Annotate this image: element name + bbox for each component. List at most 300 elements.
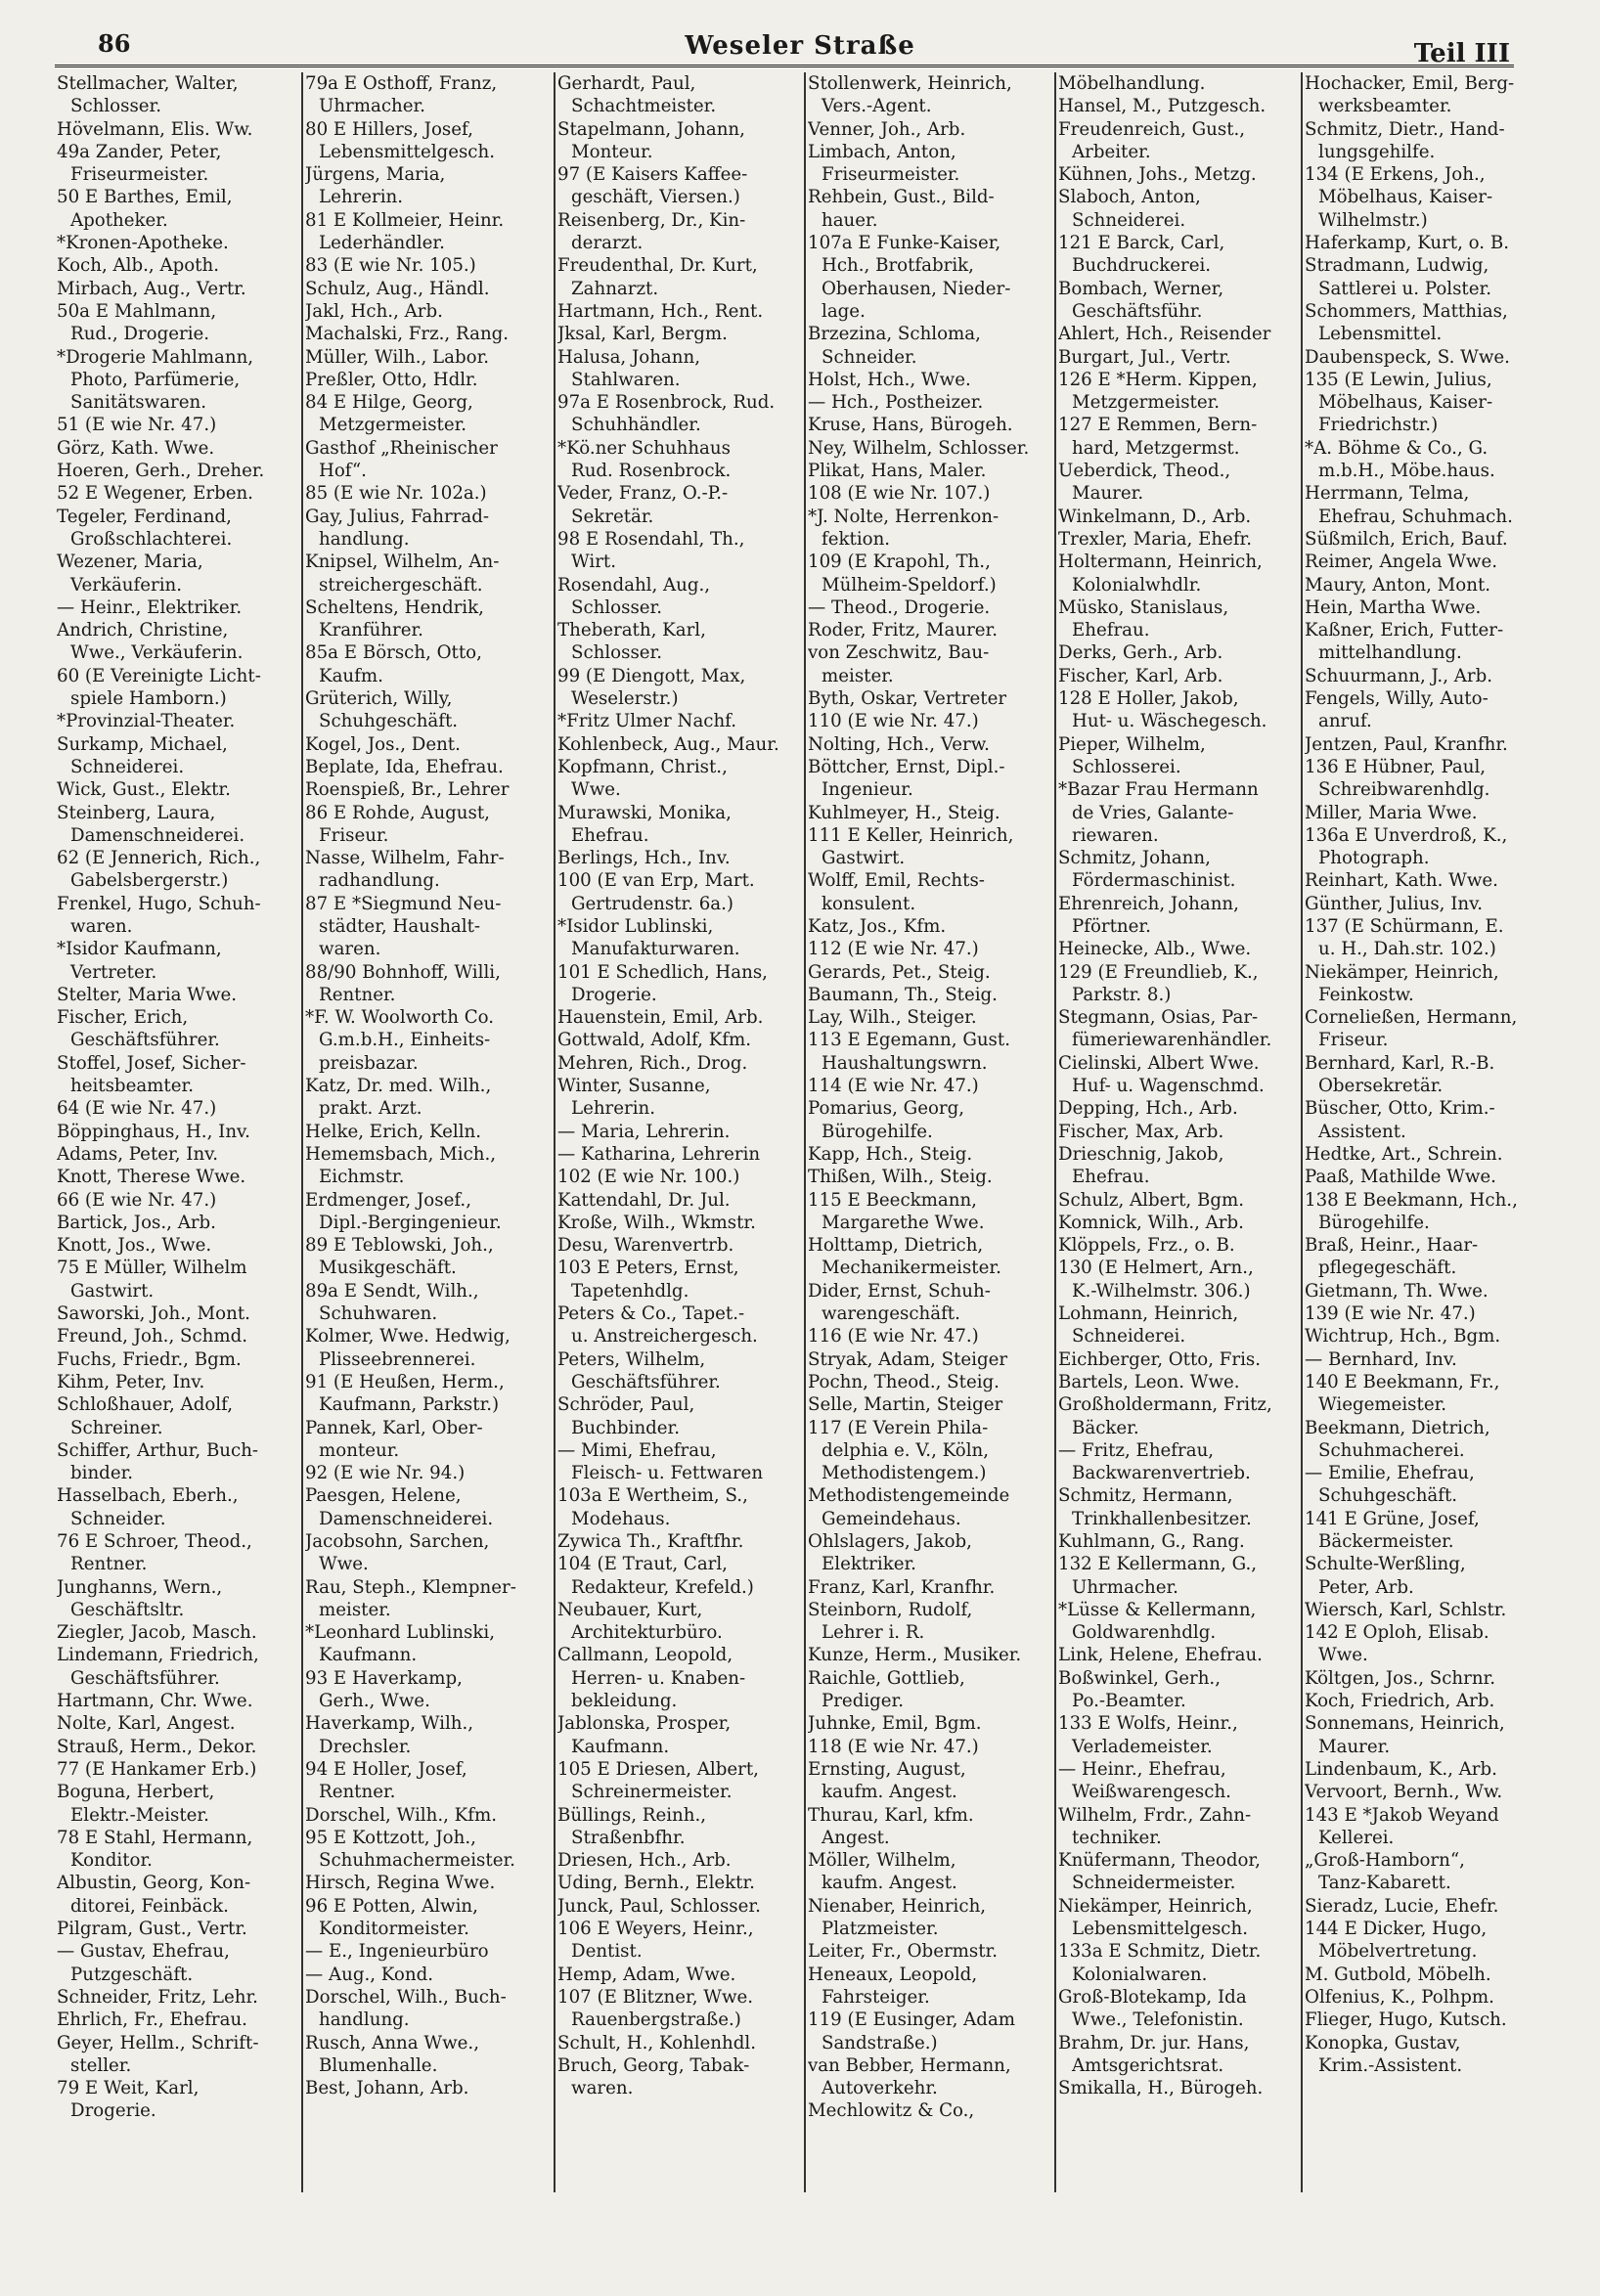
entry-line: Veder, Franz, O.-P.- — [557, 483, 729, 505]
entry-line: Brahm, Dr. jur. Hans, — [1058, 2032, 1250, 2053]
entry-line: 110 (E wie Nr. 47.) — [808, 711, 979, 732]
entry-line: Ahlert, Hch., Reisender — [1058, 324, 1271, 345]
entry-line: Büllings, Reinh., — [557, 1804, 707, 1826]
entry-continuation: Friseurmeister. — [822, 164, 960, 186]
column-divider — [1301, 72, 1303, 2192]
entry-line: Beekmann, Dietrich, — [1305, 1417, 1490, 1438]
entry-line: Kopfmann, Christ., — [557, 756, 728, 777]
entry-line: Klöppels, Frz., o. B. — [1058, 1235, 1235, 1257]
entry-line: Plikat, Hans, Maler. — [808, 461, 987, 482]
entry-line: 52 E Wegener, Erben. — [57, 483, 253, 505]
entry-line: Surkamp, Michael, — [57, 733, 228, 755]
entry-line: 112 (E wie Nr. 47.) — [808, 939, 979, 960]
entry-continuation: Schneiderei. — [1072, 1326, 1186, 1347]
entry-continuation: Zahnarzt. — [571, 278, 659, 299]
entry-continuation: konsulent. — [822, 893, 916, 914]
entry-line: 136a E Unverdroß, K., — [1305, 824, 1508, 846]
entry-continuation: lage. — [822, 300, 866, 322]
entry-line: 98 E Rosendahl, Th., — [557, 528, 745, 550]
entry-continuation: Möbelvertretung. — [1318, 1941, 1478, 1963]
entry-continuation: Methodistengem.) — [822, 1463, 987, 1484]
entry-continuation: Arbeiter. — [1072, 141, 1151, 162]
entry-line: Thißen, Wilh., Steig. — [808, 1167, 993, 1188]
entry-continuation: Großschlachterei. — [70, 528, 233, 550]
entry-continuation: Gerh., Wwe. — [319, 1691, 430, 1712]
entry-line: Winter, Susanne, — [557, 1076, 711, 1097]
entry-line: Ziegler, Jacob, Masch. — [57, 1622, 257, 1644]
entry-continuation: waren. — [319, 939, 381, 960]
entry-line: Jürgens, Maria, — [305, 164, 446, 186]
entry-line: Preßler, Otto, Hdlr. — [305, 369, 478, 390]
entry-line: Albustin, Georg, Kon- — [57, 1873, 251, 1894]
entry-continuation: Dentist. — [571, 1941, 643, 1963]
entry-line: Corneließen, Hermann, — [1305, 1007, 1518, 1029]
entry-continuation: u. H., Dah.str. 102.) — [1318, 939, 1496, 960]
entry-continuation: prakt. Arzt. — [319, 1098, 422, 1120]
entry-continuation: Assistent. — [1318, 1121, 1406, 1142]
entry-line: Gietmann, Th. Wwe. — [1305, 1280, 1489, 1302]
entry-continuation: hard, Metzgermst. — [1072, 437, 1240, 459]
entry-continuation: Weselerstr.) — [571, 688, 679, 710]
entry-line: Freund, Joh., Schmd. — [57, 1326, 248, 1347]
entry-line: Költgen, Jos., Schrnr. — [1305, 1667, 1496, 1689]
entry-line: 105 E Driesen, Albert, — [557, 1758, 759, 1780]
entry-line: — Gustav, Ehefrau, — [57, 1941, 230, 1963]
entry-continuation: Gastwirt. — [822, 848, 906, 869]
entry-line: Bombach, Werner, — [1058, 278, 1224, 299]
entry-line: 132 E Kellermann, G., — [1058, 1554, 1258, 1575]
entry-line: Brzezina, Schloma, — [808, 324, 981, 345]
entry-line: Venner, Joh., Arb. — [808, 118, 966, 140]
entry-continuation: Lederhändler. — [319, 233, 445, 254]
entry-line: Wiersch, Karl, Schlstr. — [1305, 1599, 1507, 1620]
entry-line: Hememsbach, Mich., — [305, 1143, 497, 1165]
entry-continuation: Schlosser. — [571, 596, 663, 618]
entry-continuation: handlung. — [319, 2009, 410, 2031]
entry-line: Lohmann, Heinrich, — [1058, 1303, 1239, 1325]
entry-line: Mechlowitz & Co., — [808, 2100, 975, 2122]
entry-continuation: Möbelhaus, Kaiser- — [1318, 392, 1493, 414]
entry-line: 81 E Kollmeier, Heinr. — [305, 209, 505, 231]
entry-line: Limbach, Anton, — [808, 141, 956, 162]
entry-line: Jablonska, Prosper, — [557, 1713, 732, 1735]
entry-continuation: Wwe., Telefonistin. — [1072, 2009, 1244, 2031]
entry-line: Günther, Julius, Inv. — [1305, 893, 1484, 914]
entry-continuation: waren. — [571, 2078, 634, 2099]
entry-line: 102 (E wie Nr. 100.) — [557, 1167, 740, 1188]
entry-line: Katz, Jos., Kfm. — [808, 915, 947, 937]
entry-line: Peters, Wilhelm, — [557, 1348, 706, 1370]
entry-line: *Kronen-Apotheke. — [57, 233, 229, 254]
entry-continuation: Schlosser. — [70, 96, 162, 117]
entry-continuation: fektion. — [822, 528, 891, 550]
entry-line: Franz, Karl, Kranfhr. — [808, 1576, 996, 1598]
entry-line: Link, Helene, Ehefrau. — [1058, 1645, 1263, 1666]
entry-line: 86 E Rohde, August, — [305, 802, 490, 823]
entry-line: 85a E Börsch, Otto, — [305, 642, 482, 664]
entry-continuation: Hch., Brotfabrik, — [822, 255, 974, 277]
entry-continuation: Photograph. — [1318, 848, 1430, 869]
entry-continuation: Wwe. — [1318, 1645, 1368, 1666]
entry-line: Hansel, M., Putzgesch. — [1058, 96, 1267, 117]
entry-continuation: Rentner. — [319, 1782, 396, 1803]
entry-line: 135 (E Lewin, Julius, — [1305, 369, 1492, 390]
entry-line: Theberath, Karl, — [557, 620, 706, 641]
entry-line: 138 E Beekmann, Hch., — [1305, 1189, 1518, 1211]
entry-line: Müller, Wilh., Labor. — [305, 346, 490, 368]
entry-line: Fischer, Karl, Arb. — [1058, 665, 1223, 686]
entry-line: 141 E Grüne, Josef, — [1305, 1508, 1480, 1529]
entry-continuation: Redakteur, Krefeld.) — [571, 1576, 754, 1598]
entry-continuation: Pförtner. — [1072, 915, 1151, 937]
entry-line: 116 (E wie Nr. 47.) — [808, 1326, 979, 1347]
column-divider — [301, 72, 303, 2192]
entry-line: — Emilie, Ehefrau, — [1305, 1463, 1475, 1484]
entry-line: 115 E Beeckmann, — [808, 1189, 977, 1211]
entry-line: Kuhlmann, G., Rang. — [1058, 1531, 1245, 1552]
entry-line: Hauenstein, Emil, Arb. — [557, 1007, 764, 1029]
column-5 — [1058, 72, 1311, 2099]
entry-line: 50 E Barthes, Emil, — [57, 187, 233, 208]
entry-line: 89 E Teblowski, Joh., — [305, 1235, 494, 1257]
entry-continuation: delphia e. V., Köln, — [822, 1439, 990, 1461]
entry-continuation: Sanitätswaren. — [70, 392, 206, 414]
entry-continuation: Musikgeschäft. — [319, 1258, 457, 1279]
entry-line: Schuurmann, J., Arb. — [1305, 665, 1493, 686]
entry-line: 75 E Müller, Wilhelm — [57, 1258, 247, 1279]
entry-line: von Zeschwitz, Bau- — [808, 642, 990, 664]
entry-line: Pilgram, Gust., Vertr. — [57, 1919, 247, 1940]
entry-continuation: Angest. — [822, 1827, 890, 1848]
entry-continuation: Rud. Rosenbrock. — [571, 461, 732, 482]
entry-continuation: Peter, Arb. — [1318, 1576, 1414, 1598]
entry-continuation: Geschäftsführer. — [70, 1030, 220, 1051]
entry-line: 109 (E Krapohl, Th., — [808, 552, 991, 573]
entry-continuation: techniker. — [1072, 1827, 1162, 1848]
entry-continuation: Fördermaschinist. — [1072, 870, 1236, 892]
entry-line: Knipsel, Wilhelm, An- — [305, 552, 500, 573]
entry-line: Jakl, Hch., Arb. — [305, 300, 443, 322]
entry-line: 130 (E Helmert, Arn., — [1058, 1258, 1254, 1279]
entry-line: *Leonhard Lublinski, — [305, 1622, 496, 1644]
entry-line: Boguna, Herbert, — [57, 1782, 215, 1803]
entry-line: Hoeren, Gerh., Dreher. — [57, 461, 265, 482]
entry-continuation: Modehaus. — [571, 1508, 671, 1529]
entry-continuation: Weißwarengesch. — [1072, 1782, 1231, 1803]
entry-continuation: städter, Haushalt- — [319, 915, 481, 937]
entry-line: Kruse, Hans, Bürogeh. — [808, 415, 1013, 436]
entry-line: Lay, Wilh., Steiger. — [808, 1007, 977, 1029]
entry-line: Schulte-Werßling, — [1305, 1554, 1466, 1575]
entry-line: Hövelmann, Elis. Ww. — [57, 118, 253, 140]
entry-line: Sieradz, Lucie, Ehefr. — [1305, 1895, 1499, 1917]
entry-continuation: Tanz-Kabarett. — [1318, 1873, 1451, 1894]
entry-continuation: Geschäftsführ. — [1072, 300, 1203, 322]
entry-continuation: Drogerie. — [571, 984, 657, 1005]
entry-line: Boßwinkel, Gerh., — [1058, 1667, 1221, 1689]
entry-line: 101 E Schedlich, Hans, — [557, 961, 768, 983]
entry-line: „Groß-Hamborn“, — [1305, 1850, 1465, 1872]
entry-continuation: Drogerie. — [70, 2100, 156, 2122]
entry-continuation: Blumenhalle. — [319, 2054, 438, 2076]
entry-line: 119 (E Eusinger, Adam — [808, 2009, 1016, 2031]
entry-continuation: steller. — [70, 2054, 132, 2076]
entry-continuation: Margarethe Wwe. — [822, 1212, 985, 1233]
entry-line: Fuchs, Friedr., Bgm. — [57, 1348, 242, 1370]
entry-continuation: Schneiderei. — [70, 756, 185, 777]
entry-continuation: Sekretär. — [571, 506, 654, 527]
entry-continuation: Geschäftsltr. — [70, 1599, 185, 1620]
entry-continuation: Ehefrau. — [571, 824, 649, 846]
entry-line: 51 (E wie Nr. 47.) — [57, 415, 217, 436]
entry-line: 84 E Hilge, Georg, — [305, 392, 473, 414]
entry-continuation: Rentner. — [70, 1554, 148, 1575]
entry-line: 134 (E Erkens, Joh., — [1305, 164, 1486, 186]
entry-line: Pieper, Wilhelm, — [1058, 733, 1206, 755]
column-divider — [1054, 72, 1056, 2192]
entry-line: 128 E Holler, Jakob, — [1058, 688, 1239, 710]
entry-line: Knüfermann, Theodor, — [1058, 1850, 1261, 1872]
entry-line: Dorschel, Wilh., Buch- — [305, 1986, 507, 2008]
entry-line: Steinborn, Rudolf, — [808, 1599, 973, 1620]
entry-line: Adams, Peter, Inv. — [57, 1143, 219, 1165]
entry-line: Schmitz, Johann, — [1058, 848, 1211, 869]
entry-line: — Theod., Drogerie. — [808, 596, 991, 618]
entry-continuation: Schreiner. — [70, 1417, 163, 1438]
entry-continuation: Maurer. — [1318, 1736, 1391, 1757]
entry-line: Hartmann, Chr. Wwe. — [57, 1691, 253, 1712]
entry-continuation: Kolonialwaren. — [1072, 1964, 1208, 1985]
entry-line: Nolte, Karl, Angest. — [57, 1713, 236, 1735]
entry-continuation: derarzt. — [571, 233, 644, 254]
entry-continuation: Schneider. — [822, 346, 917, 368]
column-divider — [554, 72, 556, 2192]
entry-continuation: Friseur. — [1318, 1030, 1389, 1051]
entry-line: Hirsch, Regina Wwe. — [305, 1873, 496, 1894]
entry-line: Groß-Blotekamp, Ida — [1058, 1986, 1247, 2008]
entry-continuation: Schlosserei. — [1072, 756, 1181, 777]
entry-line: Trexler, Maria, Ehefr. — [1058, 528, 1253, 550]
entry-line: Tegeler, Ferdinand, — [57, 506, 232, 527]
entry-continuation: Schuhmacherei. — [1318, 1439, 1465, 1461]
entry-continuation: Schuhgeschäft. — [319, 711, 459, 732]
entry-line: Fischer, Erich, — [57, 1007, 189, 1029]
entry-line: Schloßhauer, Adolf, — [57, 1394, 233, 1416]
entry-line: 50a E Mahlmann, — [57, 300, 217, 322]
entry-continuation: Fleisch- u. Fettwaren — [571, 1463, 764, 1484]
entry-line: Juhnke, Emil, Bgm. — [808, 1713, 982, 1735]
entry-continuation: Bäckermeister. — [1318, 1531, 1454, 1552]
entry-line: 62 (E Jennerich, Rich., — [57, 848, 261, 869]
entry-line: Schröder, Paul, — [557, 1394, 695, 1416]
entry-line: *Bazar Frau Hermann — [1058, 779, 1259, 801]
entry-continuation: Schneidermeister. — [1072, 1873, 1236, 1894]
entry-line: Burgart, Jul., Vertr. — [1058, 346, 1231, 368]
entry-line: Slaboch, Anton, — [1058, 187, 1201, 208]
entry-line: Bartick, Jos., Arb. — [57, 1212, 216, 1233]
entry-continuation: Hof“. — [319, 461, 367, 482]
entry-line: Drieschnig, Jakob, — [1058, 1143, 1224, 1165]
entry-line: Rusch, Anna Wwe., — [305, 2032, 479, 2053]
entry-continuation: Geschäftsführer. — [571, 1371, 721, 1392]
entry-continuation: riewaren. — [1072, 824, 1159, 846]
entry-line: Cielinski, Albert Wwe. — [1058, 1052, 1260, 1074]
entry-continuation: Sandstraße.) — [822, 2032, 938, 2053]
entry-line: Uding, Bernh., Elektr. — [557, 1873, 755, 1894]
entry-line: Stapelmann, Johann, — [557, 118, 745, 140]
entry-continuation: meister. — [822, 665, 894, 686]
entry-line: 103 E Peters, Ernst, — [557, 1258, 739, 1279]
entry-line: Vervoort, Bernh., Ww. — [1305, 1782, 1503, 1803]
entry-line: Thurau, Karl, kfm. — [808, 1804, 974, 1826]
entry-line: 77 (E Hankamer Erb.) — [57, 1758, 257, 1780]
entry-line: 60 (E Vereinigte Licht- — [57, 665, 261, 686]
entry-continuation: Schachtmeister. — [571, 96, 717, 117]
entry-line: 139 (E wie Nr. 47.) — [1305, 1303, 1476, 1325]
entry-line: 118 (E wie Nr. 47.) — [808, 1736, 979, 1757]
entry-line: Byth, Oskar, Vertreter — [808, 688, 1007, 710]
entry-line: Reisenberg, Dr., Kin- — [557, 209, 746, 231]
entry-line: *Isidor Lublinski, — [557, 915, 714, 937]
entry-line: Bartels, Leon. Wwe. — [1058, 1371, 1240, 1392]
entry-continuation: Lebensmittelgesch. — [1072, 1919, 1248, 1940]
entry-line: Best, Johann, Arb. — [305, 2078, 469, 2099]
entry-line: Andrich, Christine, — [57, 620, 229, 641]
entry-line: Paesgen, Helene, — [305, 1485, 462, 1507]
entry-line: 108 (E wie Nr. 107.) — [808, 483, 991, 505]
entry-line: Frenkel, Hugo, Schuh- — [57, 893, 261, 914]
page-number: 86 — [98, 29, 131, 58]
entry-line: Kroße, Wilh., Wkmstr. — [557, 1212, 756, 1233]
entry-continuation: Ehefrau. — [1072, 1167, 1150, 1188]
entry-continuation: Gertrudenstr. 6a.) — [571, 893, 734, 914]
entry-line: Stegmann, Osias, Par- — [1058, 1007, 1259, 1029]
entry-line: — Katharina, Lehrerin — [557, 1143, 761, 1165]
entry-line: Niekämper, Heinrich, — [1305, 961, 1499, 983]
entry-continuation: Verkäuferin. — [70, 574, 182, 596]
entry-line: Rau, Steph., Klempner- — [305, 1576, 516, 1598]
entry-line: Dider, Ernst, Schuh- — [808, 1280, 991, 1302]
entry-continuation: Krim.-Assistent. — [1318, 2054, 1463, 2076]
entry-continuation: Uhrmacher. — [319, 96, 425, 117]
entry-line: Gasthof „Rheinischer — [305, 437, 498, 459]
entry-line: Kühnen, Johs., Metzg. — [1058, 164, 1257, 186]
entry-continuation: heitsbeamter. — [70, 1076, 194, 1097]
entry-continuation: Fahrsteiger. — [822, 1986, 930, 2008]
entry-line: 78 E Stahl, Hermann, — [57, 1827, 253, 1848]
entry-continuation: Straßenbfhr. — [571, 1827, 686, 1848]
entry-line: Neubauer, Kurt, — [557, 1599, 703, 1620]
column-3 — [557, 72, 810, 2099]
entry-continuation: Eichmstr. — [319, 1167, 405, 1188]
entry-line: Möbelhandlung. — [1058, 73, 1206, 94]
entry-line: Miller, Maria Wwe. — [1305, 802, 1478, 823]
entry-line: Schmitz, Hermann, — [1058, 1485, 1233, 1507]
entry-line: Holtermann, Heinrich, — [1058, 552, 1263, 573]
entry-line: 107 (E Blitzner, Wwe. — [557, 1986, 754, 2008]
entry-line: Geyer, Hellm., Schrift- — [57, 2032, 259, 2053]
entry-continuation: Metzgermeister. — [319, 415, 467, 436]
entry-continuation: Maurer. — [1072, 483, 1144, 505]
entry-line: Kunze, Herm., Musiker. — [808, 1645, 1022, 1666]
entry-line: 93 E Haverkamp, — [305, 1667, 463, 1689]
entry-line: 97 (E Kaisers Kaffee- — [557, 164, 748, 186]
entry-continuation: Schneider. — [70, 1508, 166, 1529]
entry-line: Eichberger, Otto, Fris. — [1058, 1348, 1262, 1370]
entry-continuation: lungsgehilfe. — [1318, 141, 1436, 162]
entry-line: Pochn, Theod., Steig. — [808, 1371, 1000, 1392]
entry-line: Gottwald, Adolf, Kfm. — [557, 1030, 752, 1051]
entry-line: Rehbein, Gust., Bild- — [808, 187, 995, 208]
entry-continuation: fümeriewarenhändler. — [1072, 1030, 1272, 1051]
entry-line: 143 E *Jakob Weyand — [1305, 1804, 1499, 1826]
part-label: Teil III — [1413, 39, 1510, 68]
entry-line: 117 (E Verein Phila- — [808, 1417, 989, 1438]
entry-line: Pannek, Karl, Ober- — [305, 1417, 483, 1438]
entry-line: Roder, Fritz, Maurer. — [808, 620, 999, 641]
entry-continuation: Manufakturwaren. — [571, 939, 740, 960]
entry-line: Freudenthal, Dr. Kurt, — [557, 255, 758, 277]
entry-continuation: Damenschneiderei. — [319, 1508, 494, 1529]
entry-line: 76 E Schroer, Theod., — [57, 1531, 252, 1552]
entry-continuation: anruf. — [1318, 711, 1372, 732]
entry-continuation: Drechsler. — [319, 1736, 412, 1757]
entry-line: 114 (E wie Nr. 47.) — [808, 1076, 979, 1097]
entry-line: 104 (E Traut, Carl, — [557, 1554, 728, 1575]
entry-line: Koch, Friedrich, Arb. — [1305, 1691, 1495, 1712]
entry-continuation: Kellerei. — [1318, 1827, 1395, 1848]
entry-line: Freudenreich, Gust., — [1058, 118, 1246, 140]
entry-continuation: Mülheim-Speldorf.) — [822, 574, 997, 596]
entry-continuation: Geschäftsführer. — [70, 1667, 220, 1689]
entry-line: Niekämper, Heinrich, — [1058, 1895, 1253, 1917]
entry-line: Selle, Martin, Steiger — [808, 1394, 1003, 1416]
entry-continuation: Trinkhallenbesitzer. — [1072, 1508, 1252, 1529]
entry-line: 91 (E Heußen, Herm., — [305, 1371, 505, 1392]
entry-continuation: Gastwirt. — [70, 1280, 155, 1302]
entry-continuation: Monteur. — [571, 141, 653, 162]
entry-line: Schulz, Aug., Händl. — [305, 278, 490, 299]
entry-continuation: Platzmeister. — [822, 1919, 939, 1940]
entry-line: Böttcher, Ernst, Dipl.- — [808, 756, 1005, 777]
entry-line: Pomarius, Georg, — [808, 1098, 965, 1120]
entry-continuation: Metzgermeister. — [1072, 392, 1221, 414]
entry-line: Komnick, Wilh., Arb. — [1058, 1212, 1244, 1233]
entry-line: Schulz, Albert, Bgm. — [1058, 1189, 1244, 1211]
entry-continuation: Obersekretär. — [1318, 1076, 1444, 1097]
entry-line: Wolff, Emil, Rechts- — [808, 870, 985, 892]
entry-line: M. Gutbold, Möbelh. — [1305, 1964, 1491, 1985]
entry-line: — Hch., Postheizer. — [808, 392, 984, 414]
entry-continuation: Feinkostw. — [1318, 984, 1414, 1005]
entry-continuation: Schlosser. — [571, 642, 663, 664]
entry-continuation: kaufm. Angest. — [822, 1873, 957, 1894]
column-6 — [1305, 72, 1557, 2077]
entry-continuation: Po.-Beamter. — [1072, 1691, 1186, 1712]
entry-continuation: Apotheker. — [70, 209, 168, 231]
entry-line: Möller, Wilhelm, — [808, 1850, 956, 1872]
entry-continuation: Wirt. — [571, 552, 616, 573]
entry-continuation: Wilhelmstr.) — [1318, 209, 1428, 231]
entry-continuation: Wwe., Verkäuferin. — [70, 642, 244, 664]
header-rule — [55, 65, 1514, 67]
column-4 — [808, 72, 1060, 2123]
entry-continuation: Lehrerin. — [571, 1098, 656, 1120]
entry-line: Gerards, Pet., Steig. — [808, 961, 991, 983]
entry-line: Mehren, Rich., Drog. — [557, 1052, 748, 1074]
entry-continuation: Ingenieur. — [822, 779, 913, 801]
entry-line: Haferkamp, Kurt, o. B. — [1305, 233, 1510, 254]
